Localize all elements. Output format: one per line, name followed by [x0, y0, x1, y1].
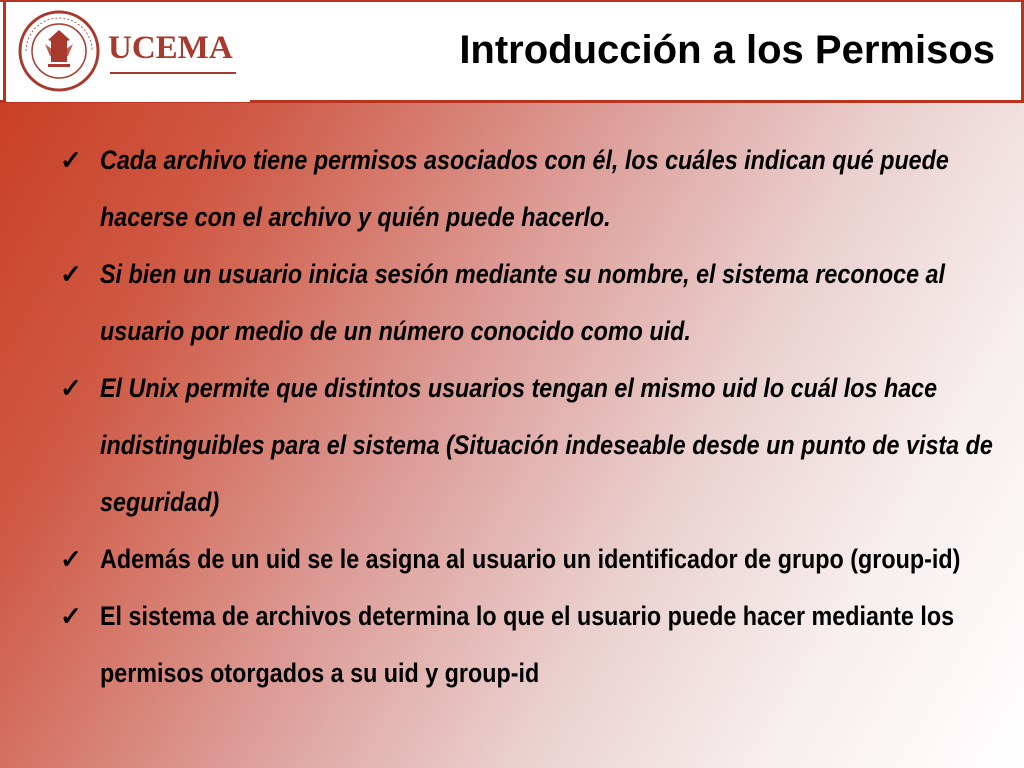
bullet-item — [60, 531, 1010, 588]
checkmark-icon: ✓ — [60, 544, 82, 574]
bullet-list — [60, 132, 1010, 702]
ucema-logo — [3, 2, 250, 102]
slide-title: Introducción a los Permisos — [459, 28, 995, 72]
bullet-text: Cada archivo tiene permisos asociados con él, los cuáles indican qué puede hacerse con el archivo y quién puede hacerlo. — [100, 145, 949, 232]
bullet-text: Si bien un usuario inicia sesión mediante su nombre, el sistema reconoce al usuario por medio de un número conocido como uid. — [100, 259, 945, 346]
bullet-item — [60, 246, 1010, 360]
checkmark-icon: ✓ — [60, 145, 82, 175]
slide-header — [0, 0, 1024, 103]
checkmark-icon: ✓ — [60, 601, 82, 631]
ucema-wordmark: UCEMA — [108, 30, 233, 66]
bullet-item — [60, 132, 1010, 246]
university-seal-icon — [18, 10, 100, 92]
checkmark-icon: ✓ — [60, 259, 82, 289]
bullet-text: El sistema de archivos determina lo que el usuario puede hacer mediante los permisos otorgados a su uid y group-id — [100, 601, 955, 688]
bullet-text: El Unix permite que distintos usuarios tengan el mismo uid lo cuál los hace indistinguibles para el sistema (Situación indeseable desde un punto de vista de seguridad) — [100, 373, 993, 517]
bullet-item — [60, 360, 1010, 531]
bullet-item — [60, 588, 1010, 702]
bullet-text: Además de un uid se le asigna al usuario un identificador de grupo (group-id) — [100, 544, 961, 574]
checkmark-icon: ✓ — [60, 373, 82, 403]
wordmark-underline — [110, 72, 236, 74]
